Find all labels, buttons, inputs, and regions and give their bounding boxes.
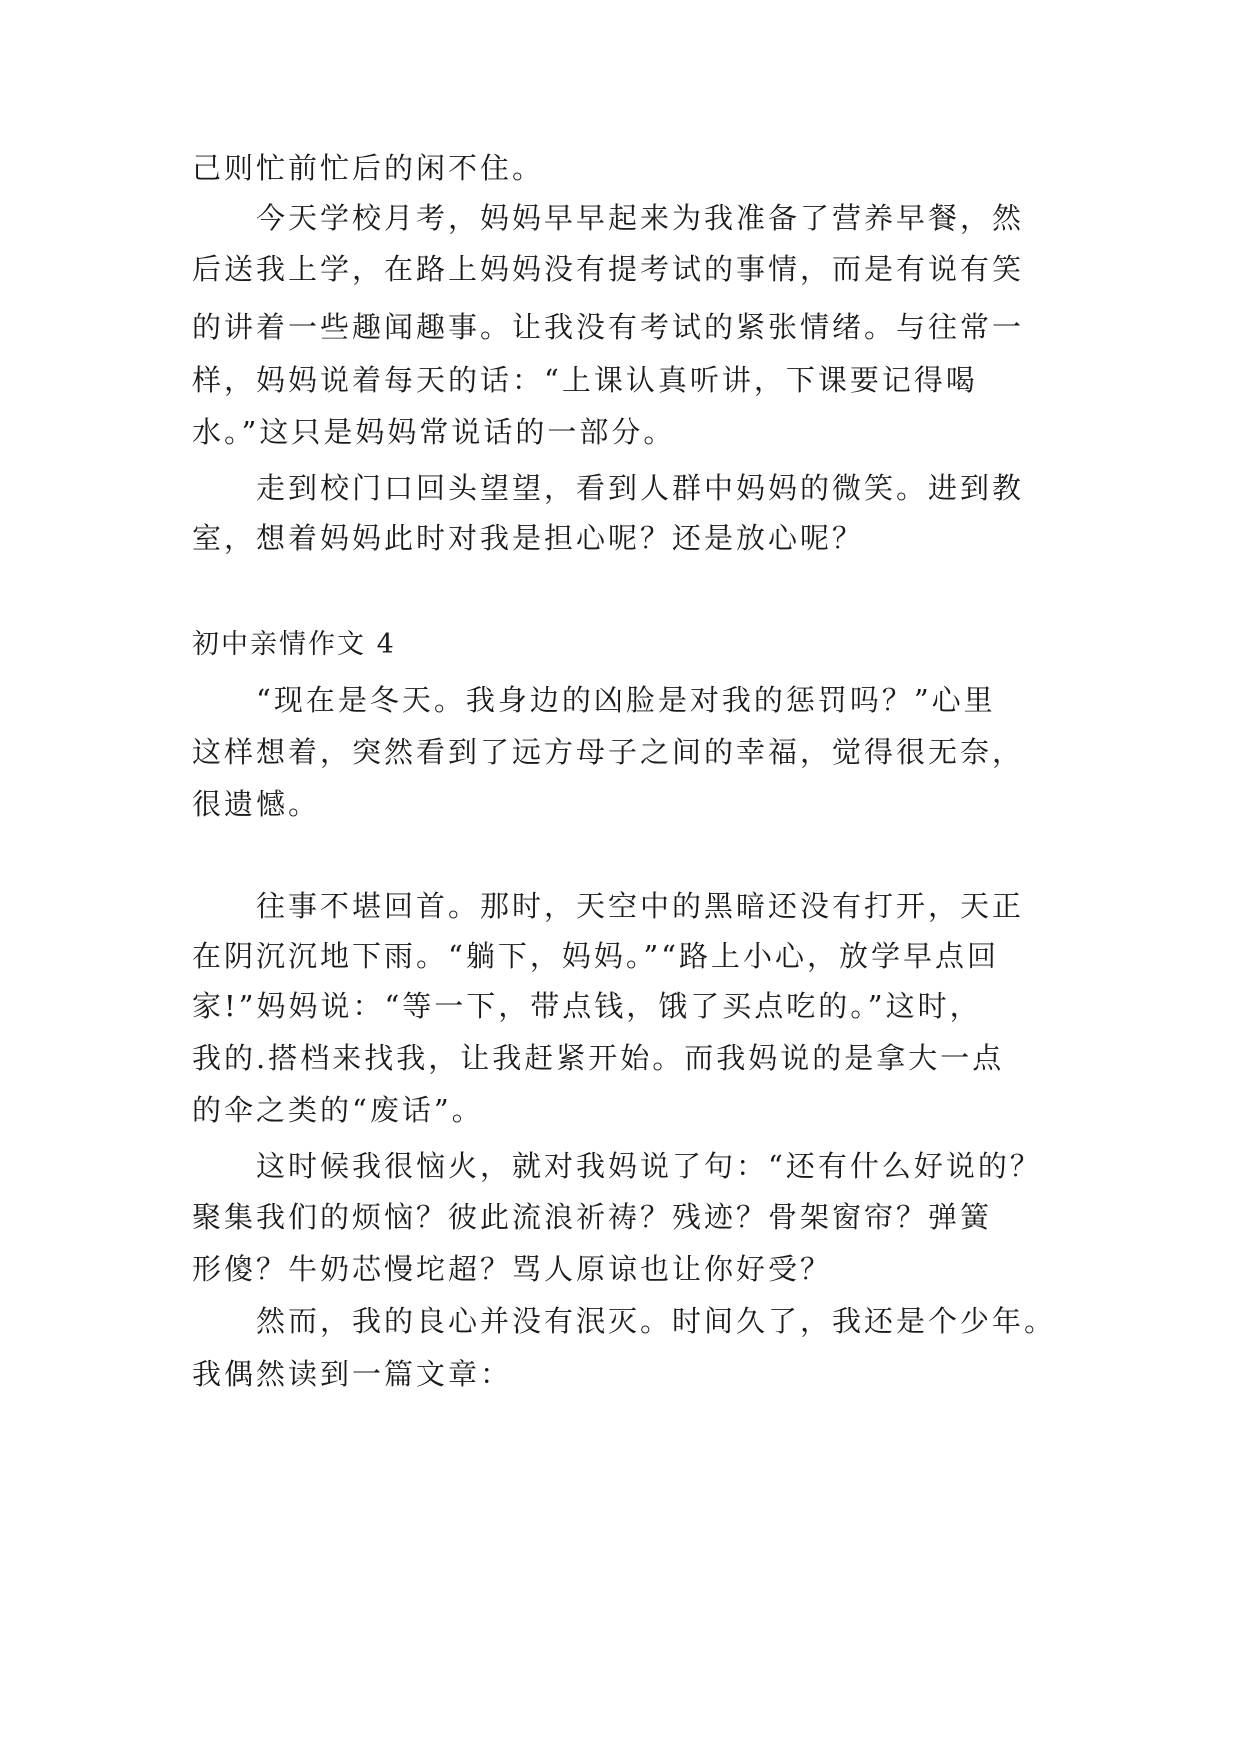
paragraph-line: 然而，我的良心并没有泯灭。时间久了，我还是个少年。 xyxy=(192,1304,1057,1338)
text-line: 很遗憾。 xyxy=(192,787,321,821)
text-line: 我的.搭档来找我，让我赶紧开始。而我妈说的是拿大一点 xyxy=(192,1041,1005,1075)
text-line: 样，妈妈说着每天的话：“上课认真听讲，下课要记得喝 xyxy=(192,363,978,397)
text-line: 己则忙前忙后的闲不住。 xyxy=(192,151,545,185)
text-line: 聚集我们的烦恼？彼此流浪祈祷？残迹？骨架窗帘？弹簧 xyxy=(192,1200,993,1234)
text-line: 的伞之类的“废话”。 xyxy=(192,1093,484,1127)
paragraph-line: 走到校门口回头望望，看到人群中妈妈的微笑。进到教 xyxy=(192,471,1025,505)
text-line: 后送我上学，在路上妈妈没有提考试的事情，而是有说有笑 xyxy=(192,252,1025,286)
text-line: 水。”这只是妈妈常说话的一部分。 xyxy=(192,415,676,449)
paragraph-line: 今天学校月考，妈妈早早起来为我准备了营养早餐，然 xyxy=(192,201,1025,235)
text-line: 在阴沉沉地下雨。“躺下，妈妈。”“路上小心，放学早点回 xyxy=(192,939,999,973)
text-line: 我偶然读到一篇文章： xyxy=(192,1357,513,1391)
text-line: 的讲着一些趣闻趣事。让我没有考试的紧张情绪。与往常一 xyxy=(192,310,1025,344)
text-line: 形傻？牛奶芯慢坨超？骂人原谅也让你好受？ xyxy=(192,1252,833,1286)
paragraph-line: 往事不堪回首。那时，天空中的黑暗还没有打开，天正 xyxy=(192,889,1025,923)
text-line: 家!”妈妈说：“等一下，带点钱，饿了买点吃的。”这时， xyxy=(192,989,982,1023)
paragraph-line: “现在是冬天。我身边的凶脸是对我的惩罚吗？”心里 xyxy=(192,683,996,717)
section-heading: 初中亲情作文 4 xyxy=(192,629,396,660)
text-line: 室，想着妈妈此时对我是担心呢？还是放心呢？ xyxy=(192,521,865,555)
paragraph-line: 这时候我很恼火，就对我妈说了句：“还有什么好说的？ xyxy=(192,1149,1042,1183)
text-line: 这样想着，突然看到了远方母子之间的幸福，觉得很无奈， xyxy=(192,735,1025,769)
